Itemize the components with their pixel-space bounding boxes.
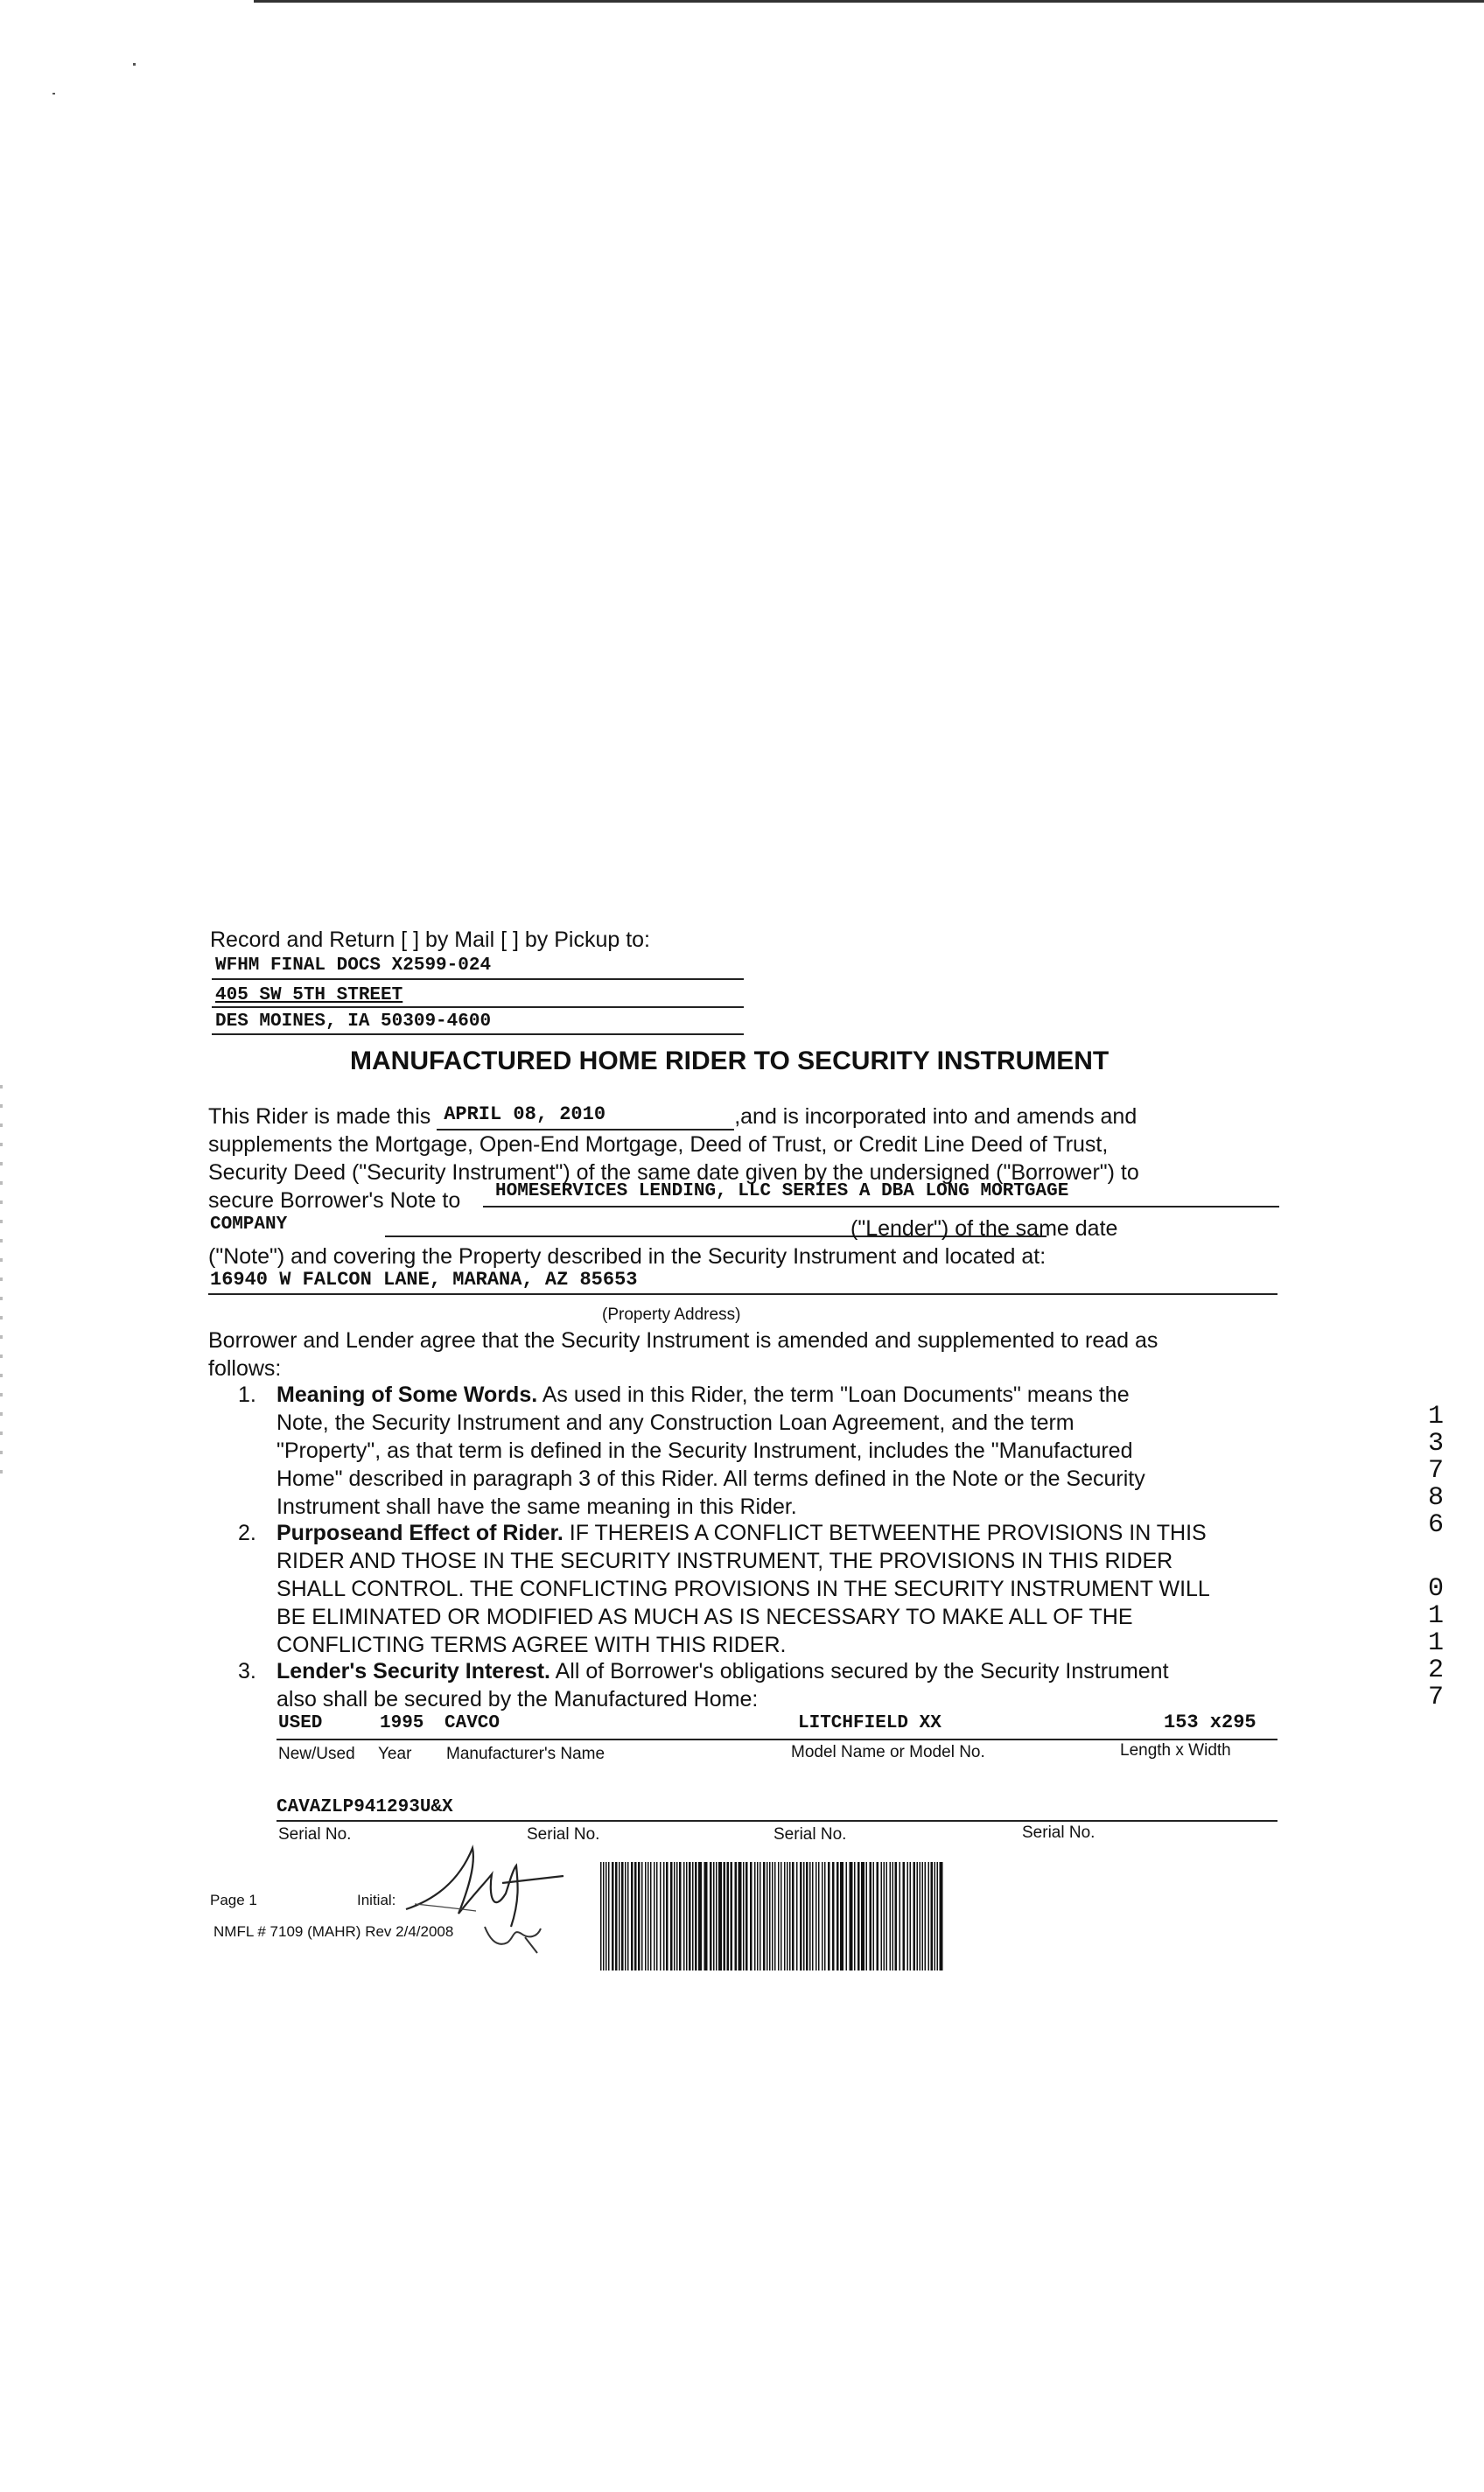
item-1-number: 1. [238, 1382, 256, 1407]
barcode-bar [674, 1862, 676, 1970]
barcode-bar [787, 1862, 788, 1970]
barcode-bar [676, 1862, 678, 1970]
barcode-bar [818, 1862, 820, 1970]
lender-line-2: COMPANY ("Lender") of the same date [210, 1214, 1118, 1241]
document-title: MANUFACTURED HOME RIDER TO SECURITY INSTRUMENT [350, 1046, 1110, 1075]
rider-date: APRIL 08, 2010 [444, 1103, 606, 1125]
barcode-bar [907, 1862, 909, 1970]
intro-line-8: follows: [208, 1356, 282, 1381]
barcode-bar [914, 1862, 916, 1970]
label-serial-1: Serial No. [278, 1825, 352, 1844]
barcode-bar [861, 1862, 864, 1970]
property-address-line: 16940 W FALCON LANE, MARANA, AZ 85653 [208, 1267, 1278, 1295]
scan-edge-marks [0, 1085, 3, 1488]
barcode-bar [931, 1862, 934, 1970]
return-line-2: 405 SW 5TH STREET [212, 984, 744, 1008]
item-3-number: 3. [238, 1659, 256, 1684]
label-size: Length x Width [1120, 1741, 1231, 1760]
barcode-bar [716, 1862, 718, 1970]
label-serial-3: Serial No. [774, 1825, 847, 1844]
margin-stamp-char: 2 [1428, 1656, 1445, 1685]
barcode-bar [743, 1862, 745, 1970]
barcode-bar [670, 1862, 673, 1970]
barcode-bar [881, 1862, 883, 1970]
barcode-bar [832, 1862, 835, 1970]
label-serial-2: Serial No. [527, 1825, 600, 1844]
property-address-caption: (Property Address) [602, 1306, 741, 1324]
item-2-number: 2. [238, 1521, 256, 1545]
margin-stamp-char: 1 [1428, 1628, 1445, 1658]
barcode-bar [806, 1862, 808, 1970]
scan-dot [133, 63, 136, 66]
barcode-bar [800, 1862, 802, 1970]
barcode-bar [689, 1862, 691, 1970]
barcode-bar [704, 1862, 708, 1970]
barcode-bar [784, 1862, 786, 1970]
barcode-bar [850, 1862, 853, 1970]
barcode-bar [615, 1862, 618, 1970]
barcode-bar [686, 1862, 688, 1970]
barcode-bar [754, 1862, 756, 1970]
barcode-bar [873, 1862, 875, 1970]
barcode-bar [789, 1862, 791, 1970]
barcode-bar [738, 1862, 742, 1970]
scan-dot [52, 93, 55, 94]
barcode-bar [750, 1862, 752, 1970]
barcode-bar [828, 1862, 830, 1970]
barcode-bar [724, 1862, 726, 1970]
item-2-line-1: Purposeand Effect of Rider. IF THEREIS A CONFLICT BETWEENTHE PROVISIONS IN THIS [276, 1521, 1207, 1545]
barcode-bar [692, 1862, 694, 1970]
barcode-bar [774, 1862, 776, 1970]
barcode-bar [846, 1862, 848, 1970]
item-2-line-5: CONFLICTING TERMS AGREE WITH THIS RIDER. [276, 1633, 787, 1657]
item-1-line-2: Note, the Security Instrument and any Construction Loan Agreement, and the term [276, 1410, 1074, 1435]
item-3-line-1: Lender's Security Interest. All of Borrower's obligations secured by the Security Instrument [276, 1659, 1169, 1684]
margin-stamp-char: 1 [1428, 1402, 1445, 1432]
barcode-bar [631, 1862, 634, 1970]
barcode-bar [679, 1862, 682, 1970]
serial-line [276, 1820, 1278, 1822]
intro-line-1: This Rider is made this APRIL 08, 2010 ,and is incorporated into and amends and [208, 1102, 1223, 1130]
barcode-bar [608, 1862, 610, 1970]
margin-stamp-char: 1 [1428, 1601, 1445, 1631]
intro-line-6: ("Note") and covering the Property described in the Security Instrument and located at: [208, 1244, 1046, 1269]
barcode-bar [803, 1862, 805, 1970]
intro-line-3: Security Deed ("Security Instrument") of the same date given by the undersigned ("Borrower") to [208, 1160, 1139, 1185]
lender-line-1: HOMESERVICES LENDING, LLC SERIES A DBA LONG MORTGAGE [483, 1181, 1279, 1208]
margin-stamp-char: 7 [1428, 1683, 1445, 1712]
barcode-bar [934, 1862, 936, 1970]
barcode-bar [866, 1862, 868, 1970]
barcode-bar [895, 1862, 898, 1970]
barcode-bar [925, 1862, 927, 1970]
margin-stamp-char: 0 [1428, 1574, 1445, 1604]
label-model: Model Name or Model No. [791, 1743, 985, 1761]
item-2-line-3: SHALL CONTROL. THE CONFLICTING PROVISIONS IN THE SECURITY INSTRUMENT WILL [276, 1577, 1210, 1601]
home-new-used: USED [278, 1713, 323, 1733]
label-new-used: New/Used [278, 1745, 355, 1763]
label-year: Year [378, 1745, 412, 1763]
barcode-bar [870, 1862, 872, 1970]
item-1-line-4: Home" described in paragraph 3 of this Rider. All terms defined in the Note or the Security [276, 1466, 1145, 1491]
item-2-line-4: BE ELIMINATED OR MODIFIED AS MUCH AS IS NECESSARY TO MAKE ALL OF THE [276, 1605, 1133, 1629]
barcode-bar [886, 1862, 888, 1970]
barcode [598, 1862, 943, 1970]
initial-label: Initial: [357, 1892, 396, 1908]
barcode-bar [695, 1862, 697, 1970]
barcode-bar [903, 1862, 906, 1970]
barcode-bar [928, 1862, 930, 1970]
barcode-bar [900, 1862, 901, 1970]
barcode-bar [645, 1862, 647, 1970]
barcode-bar [641, 1862, 643, 1970]
barcode-bar [884, 1862, 886, 1970]
home-manufacturer: CAVCO [444, 1713, 500, 1733]
barcode-bar [766, 1862, 768, 1970]
item-2-line-2: RIDER AND THOSE IN THE SECURITY INSTRUMENT, THE PROVISIONS IN THIS RIDER [276, 1549, 1173, 1573]
barcode-bar [763, 1862, 766, 1970]
label-serial-4: Serial No. [1022, 1824, 1096, 1842]
home-details-line [276, 1711, 1278, 1740]
barcode-bar [892, 1862, 894, 1970]
barcode-bar [822, 1862, 823, 1970]
home-size: 153 x295 [1164, 1712, 1256, 1733]
item-1-line-1: Meaning of Some Words. As used in this Rider, the term "Loan Documents" means the [276, 1382, 1130, 1407]
barcode-bar [731, 1862, 733, 1970]
barcode-bar [718, 1862, 722, 1970]
barcode-bar [920, 1862, 921, 1970]
barcode-bar [890, 1862, 892, 1970]
barcode-bar [840, 1862, 844, 1970]
page-number: Page 1 [210, 1892, 257, 1908]
barcode-bar [600, 1862, 602, 1970]
barcode-bar [796, 1862, 798, 1970]
barcode-bar [612, 1862, 614, 1970]
barcode-bar [638, 1862, 640, 1970]
barcode-bar [877, 1862, 879, 1970]
return-line-1: WFHM FINAL DOCS X2599-024 [212, 956, 744, 980]
item-1-line-5: Instrument shall have the same meaning in this Rider. [276, 1494, 797, 1519]
barcode-bar [816, 1862, 817, 1970]
intro-line-4: secure Borrower's Note to [208, 1188, 461, 1213]
barcode-bar [698, 1862, 702, 1970]
barcode-bar [772, 1862, 774, 1970]
form-number: NMFL # 7109 (MAHR) Rev 2/4/2008 [214, 1923, 454, 1940]
barcode-bar [769, 1862, 771, 1970]
barcode-bar [713, 1862, 715, 1970]
margin-stamp-char: 7 [1428, 1456, 1445, 1486]
barcode-bar [654, 1862, 655, 1970]
barcode-bar [663, 1862, 665, 1970]
handwritten-initials [397, 1830, 590, 1970]
intro-line-7: Borrower and Lender agree that the Security Instrument is amended and supplemented to read as [208, 1328, 1158, 1353]
scan-top-edge [254, 0, 1484, 3]
barcode-bar [656, 1862, 658, 1970]
barcode-bar [634, 1862, 637, 1970]
item-3-line-2: also shall be secured by the Manufactured Home: [276, 1687, 759, 1712]
barcode-bar [627, 1862, 629, 1970]
barcode-bar [922, 1862, 924, 1970]
barcode-bar [648, 1862, 649, 1970]
barcode-bar [650, 1862, 652, 1970]
margin-stamp-char: 6 [1428, 1510, 1445, 1540]
return-heading: Record and Return [ ] by Mail [ ] by Pickup to: [210, 928, 651, 952]
barcode-bar [621, 1862, 624, 1970]
barcode-bar [809, 1862, 811, 1970]
barcode-bar [824, 1862, 826, 1970]
barcode-bar [812, 1862, 814, 1970]
barcode-bar [660, 1862, 662, 1970]
margin-stamp-char: 3 [1428, 1429, 1445, 1459]
barcode-bar [858, 1862, 860, 1970]
return-line-3: DES MOINES, IA 50309-4600 [212, 1011, 744, 1035]
barcode-bar [735, 1862, 738, 1970]
barcode-bar [746, 1862, 748, 1970]
barcode-bar [683, 1862, 685, 1970]
barcode-bar [937, 1862, 939, 1970]
barcode-bar [619, 1862, 620, 1970]
barcode-bar [917, 1862, 919, 1970]
barcode-bar [666, 1862, 668, 1970]
barcode-bar [603, 1862, 605, 1970]
barcode-bar [710, 1862, 712, 1970]
barcode-bar [760, 1862, 761, 1970]
barcode-bar [836, 1862, 839, 1970]
barcode-bar [780, 1862, 782, 1970]
serial-number-1: CAVAZLP941293U&X [276, 1797, 453, 1817]
barcode-bar [606, 1862, 607, 1970]
item-1-line-3: "Property", as that term is defined in the Security Instrument, includes the "Manufactured [276, 1438, 1133, 1463]
barcode-bar [792, 1862, 794, 1970]
barcode-bar [727, 1862, 730, 1970]
margin-stamp-char: 8 [1428, 1483, 1445, 1513]
barcode-bar [940, 1862, 943, 1970]
home-year: 1995 [380, 1713, 424, 1733]
barcode-bar [757, 1862, 759, 1970]
barcode-bar [625, 1862, 626, 1970]
barcode-bar [854, 1862, 856, 1970]
barcode-bar [910, 1862, 912, 1970]
intro-line-2: supplements the Mortgage, Open-End Mortgage, Deed of Trust, or Credit Line Deed of Trust, [208, 1132, 1109, 1157]
label-manufacturer: Manufacturer's Name [446, 1745, 606, 1763]
home-model: LITCHFIELD XX [798, 1713, 942, 1733]
barcode-bar [778, 1862, 780, 1970]
